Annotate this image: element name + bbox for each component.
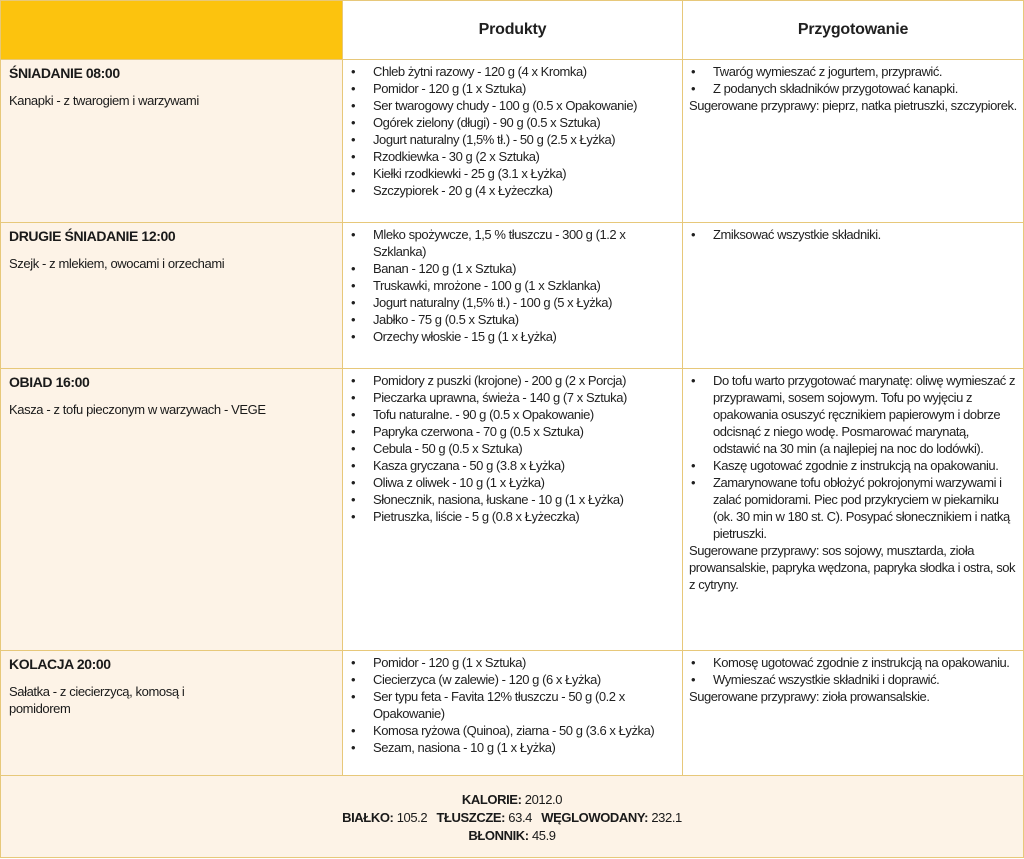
product-item: • Ser typu feta - Favita 12% tłuszczu - 50 g (0.2 x Opakowanie) — [349, 688, 676, 722]
product-item: • Orzechy włoskie - 15 g (1 x Łyżka) — [349, 328, 676, 345]
product-item: • Banan - 120 g (1 x Sztuka) — [349, 260, 676, 277]
meal-preparation — [683, 60, 1024, 223]
product-item: • Jogurt naturalny (1,5% tł.) - 50 g (2.5 x Łyżka) — [349, 131, 676, 148]
product-item: • Komosa ryżowa (Quinoa), ziarna - 50 g (3.6 x Łyżka) — [349, 722, 676, 739]
preparation-step: • Z podanych składników przygotować kanapki. — [689, 80, 1017, 97]
fat-value: 63.4 — [508, 809, 532, 825]
summary-line-calories — [1, 791, 1023, 809]
product-item: • Pomidory z puszki (krojone) - 200 g (2 x Porcja) — [349, 372, 676, 389]
fat-label: TŁUSZCZE: — [436, 809, 506, 825]
product-item: • Kasza gryczana - 50 g (3.8 x Łyżka) — [349, 457, 676, 474]
meal-info — [1, 60, 343, 223]
meal-info — [1, 223, 343, 369]
meal-title: DRUGIE ŚNIADANIE 12:00 — [9, 228, 176, 244]
nutrition-summary — [1, 776, 1024, 858]
meal-products — [343, 223, 683, 369]
product-item: • Ogórek zielony (długi) - 90 g (0.5 x Sztuka) — [349, 114, 676, 131]
product-item: • Kiełki rzodkiewki - 25 g (3.1 x Łyżka) — [349, 165, 676, 182]
carbs-label: WĘGLOWODANY: — [541, 809, 649, 825]
meal-description: Kanapki - z twarogiem i warzywami — [9, 93, 199, 108]
meal-description: Sałatka - z ciecierzycą, komosą i pomidorem — [9, 684, 185, 716]
meal-row-lunch — [1, 369, 1024, 651]
spice-note: Sugerowane przyprawy: sos sojowy, musztarda, zioła prowansalskie, papryka wędzona, papryka słodka i ostra, sok z cytryny. — [689, 543, 1016, 592]
meal-title: ŚNIADANIE 08:00 — [9, 65, 120, 81]
fiber-label: BŁONNIK: — [468, 827, 529, 843]
calories-value: 2012.0 — [524, 791, 563, 807]
meal-row-breakfast — [1, 60, 1024, 223]
product-item: • Papryka czerwona - 70 g (0.5 x Sztuka) — [349, 423, 676, 440]
product-item: • Jabłko - 75 g (0.5 x Sztuka) — [349, 311, 676, 328]
product-item: • Cebula - 50 g (0.5 x Sztuka) — [349, 440, 676, 457]
preparation-step: • Twaróg wymieszać z jogurtem, przyprawić. — [689, 63, 1017, 80]
summary-line-fiber — [1, 827, 1023, 845]
meal-row-second-breakfast — [1, 223, 1024, 369]
summary-row — [1, 776, 1024, 858]
carbs-value: 232.1 — [651, 809, 682, 825]
meal-products — [343, 369, 683, 651]
meal-description: Szejk - z mlekiem, owocami i orzechami — [9, 256, 225, 271]
product-item: • Ciecierzyca (w zalewie) - 120 g (6 x Łyżka) — [349, 671, 676, 688]
spice-note: Sugerowane przyprawy: zioła prowansalskie. — [689, 689, 930, 704]
meal-preparation — [683, 369, 1024, 651]
product-item: • Pieczarka uprawna, świeża - 140 g (7 x Sztuka) — [349, 389, 676, 406]
product-item: • Pomidor - 120 g (1 x Sztuka) — [349, 654, 676, 671]
product-item: • Rzodkiewka - 30 g (2 x Sztuka) — [349, 148, 676, 165]
preparation-step: • Zamarynowane tofu obłożyć pokrojonymi warzywami i zalać pomidorami. Piec pod przykryciem w piekarniku (ok. 30 min w 180 st. C). Posypać słonecznikiem i natką pietruszki. — [689, 474, 1017, 542]
product-item: • Tofu naturalne. - 90 g (0.5 x Opakowanie) — [349, 406, 676, 423]
product-item: • Pietruszka, liście - 5 g (0.8 x Łyżeczka) — [349, 508, 676, 525]
meal-preparation — [683, 223, 1024, 369]
fiber-value: 45.9 — [531, 827, 556, 843]
preparation-step: • Kaszę ugotować zgodnie z instrukcją na opakowaniu. — [689, 457, 1017, 474]
protein-label: BIAŁKO: — [342, 809, 394, 825]
meal-info — [1, 651, 343, 776]
product-item: • Szczypiorek - 20 g (4 x Łyżeczka) — [349, 182, 676, 199]
protein-value: 105.2 — [396, 809, 428, 825]
calories-label: KALORIE: — [461, 791, 522, 807]
summary-line-macros — [1, 809, 1023, 827]
meal-title: OBIAD 16:00 — [9, 374, 90, 390]
meal-products — [343, 60, 683, 223]
product-item: • Chleb żytni razowy - 120 g (4 x Kromka) — [349, 63, 676, 80]
product-item: • Słonecznik, nasiona, łuskane - 10 g (1 x Łyżka) — [349, 491, 676, 508]
meal-description: Kasza - z tofu pieczonym w warzywach - VEGE — [9, 402, 266, 417]
preparation-step: • Zmiksować wszystkie składniki. — [689, 226, 1017, 243]
product-item: • Oliwa z oliwek - 10 g (1 x Łyżka) — [349, 474, 676, 491]
header-corner — [1, 1, 343, 60]
header-products: Produkty — [343, 1, 683, 60]
product-item: • Mleko spożywcze, 1,5 % tłuszczu - 300 g (1.2 x Szklanka) — [349, 226, 676, 260]
header-row — [1, 1, 1024, 60]
product-item: • Sezam, nasiona - 10 g (1 x Łyżka) — [349, 739, 676, 756]
product-item: • Pomidor - 120 g (1 x Sztuka) — [349, 80, 676, 97]
spice-note: Sugerowane przyprawy: pieprz, natka pietruszki, szczypiorek. — [689, 98, 1017, 113]
preparation-step: • Wymieszać wszystkie składniki i doprawić. — [689, 671, 1017, 688]
meal-title: KOLACJA 20:00 — [9, 656, 111, 672]
product-item: • Truskawki, mrożone - 100 g (1 x Szklanka) — [349, 277, 676, 294]
header-preparation: Przygotowanie — [683, 1, 1024, 60]
meal-info — [1, 369, 343, 651]
product-item: • Ser twarogowy chudy - 100 g (0.5 x Opakowanie) — [349, 97, 676, 114]
meal-row-dinner — [1, 651, 1024, 776]
preparation-step: • Do tofu warto przygotować marynatę: oliwę wymieszać z przyprawami, sosem sojowym. Tofu po wyjęciu z opakowania osuszyć ręcznikiem papierowym i dobrze odcisnąć z niego wodę. Posmarować marynatą, odstawić na 30 min (a najlepiej na noc do lodówki). — [689, 372, 1017, 457]
product-item: • Jogurt naturalny (1,5% tł.) - 100 g (5 x Łyżka) — [349, 294, 676, 311]
preparation-step: • Komosę ugotować zgodnie z instrukcją na opakowaniu. — [689, 654, 1017, 671]
meal-preparation — [683, 651, 1024, 776]
meal-products — [343, 651, 683, 776]
